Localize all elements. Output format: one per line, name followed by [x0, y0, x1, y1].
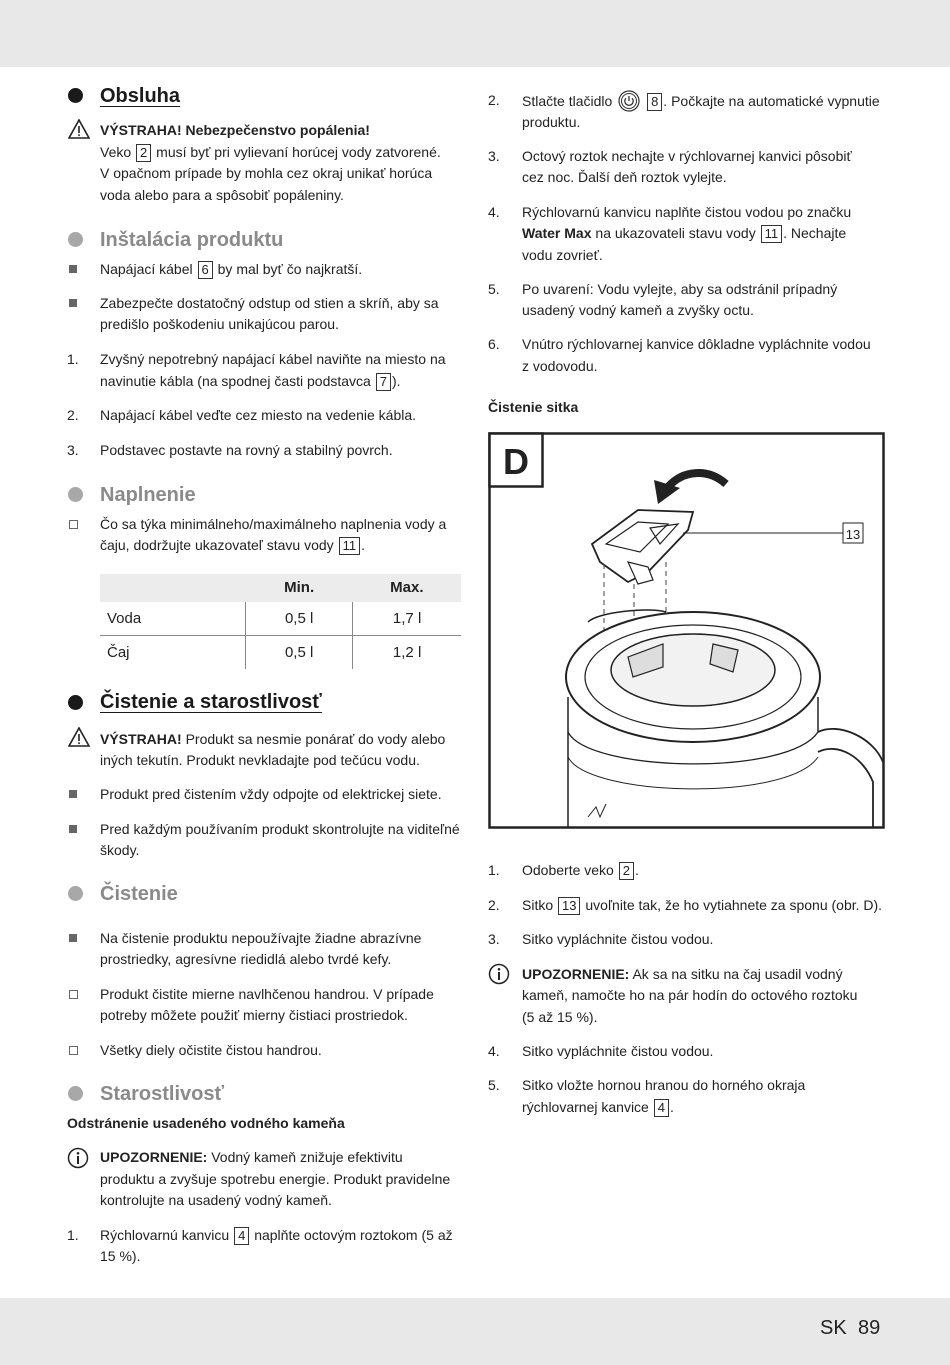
warning-text-line: V opačnom prípade by mohla cez okraj unikať horúca	[100, 165, 433, 181]
step-text: Sitko vypláchnite čistou vodou.	[522, 931, 714, 947]
part-ref: 2	[619, 862, 634, 880]
step-text: Sitko vypláchnite čistou vodou.	[522, 1043, 714, 1059]
callout-label: 13	[845, 527, 861, 542]
list-item-cont: potreby môžete použiť mierny čistiaci prostriedok.	[100, 1007, 408, 1023]
step-text: Rýchlovarnú kanvicu naplňte čistou vodou po značku	[522, 204, 852, 220]
part-ref: 4	[654, 1099, 669, 1117]
page-number: 89	[858, 1317, 881, 1339]
warning-text-line: voda alebo para a spôsobiť popáleniny.	[100, 187, 344, 203]
warning-text-line: VÝSTRAHA! Produkt sa nesmie ponárať do vody alebo	[100, 731, 446, 747]
step-number: 1.	[488, 862, 500, 878]
table-header: Max.	[353, 574, 461, 602]
section-bullet	[68, 487, 83, 502]
warning-text-line: Veko 2 musí byť pri vylievaní horúcej vody zatvorené.	[100, 144, 441, 160]
warning-label: VÝSTRAHA! Nebezpečenstvo popálenia!	[100, 122, 370, 138]
part-ref: 13	[558, 897, 580, 915]
step-text: vodu zovrieť.	[522, 247, 603, 263]
part-ref: 11	[339, 537, 361, 555]
step-text: 15 %).	[100, 1248, 141, 1264]
part-ref: 11	[761, 225, 783, 243]
section-title-obsluha: Obsluha	[100, 85, 181, 107]
bullet-square	[69, 825, 77, 833]
note-text-line: produktu a zvyšuje spotrebu energie. Produkt pravidelne	[100, 1171, 451, 1187]
step-number: 3.	[488, 931, 500, 947]
step-number: 4.	[488, 1043, 500, 1059]
note-text-line: (5 až 15 %).	[522, 1009, 598, 1025]
table-cell: 1,2 l	[392, 643, 422, 661]
part-ref: 2	[136, 144, 151, 162]
step-text: Zvyšný nepotrebný napájací kábel naviňte na miesto na	[100, 351, 446, 367]
step-text: Stlačte tlačidlo 8 . Počkajte na automatické vypnutie	[522, 90, 880, 113]
section-title-cistenie: Čistenie	[100, 883, 178, 905]
warning-icon	[68, 727, 90, 747]
step-number: 1.	[67, 351, 79, 367]
note-text-line: kontrolujte na usadený vodný kameň.	[100, 1192, 332, 1208]
warning-text-line: iných tekutín. Produkt nevkladajte pod tečúcu vodu.	[100, 752, 420, 768]
list-item: Zabezpečte dostatočný odstup od stien a skríň, aby sa	[100, 295, 439, 311]
step-number: 2.	[488, 92, 500, 108]
step-text: Po uvarení: Vodu vylejte, aby sa odstránil prípadný	[522, 281, 838, 297]
step-number: 5.	[488, 281, 500, 297]
bullet-square	[69, 299, 77, 307]
figure-letter: D	[503, 441, 529, 482]
list-item: Na čistenie produktu nepoužívajte žiadne abrazívne	[100, 930, 422, 946]
step-text: Rýchlovarnú kanvicu 4 naplňte octovým roztokom (5 až	[100, 1227, 453, 1243]
top-band	[0, 0, 950, 67]
bullet-square	[69, 790, 77, 798]
section-bullet	[68, 886, 83, 901]
fill-table	[100, 574, 461, 669]
part-ref: 6	[198, 261, 213, 279]
step-number: 4.	[488, 204, 500, 220]
table-header-row	[100, 574, 461, 602]
step-text: Sitko 13 uvoľnite tak, že ho vytiahnete za sponu (obr. D).	[522, 897, 883, 913]
list-item: Všetky diely očistite čistou handrou.	[100, 1042, 322, 1058]
warning-icon	[68, 119, 90, 139]
list-item-cont: škody.	[100, 842, 140, 858]
power-button-icon	[618, 90, 640, 112]
section-title-naplnenie: Naplnenie	[100, 484, 196, 506]
table-cell: Voda	[100, 602, 246, 636]
list-item: Pred každým používaním produkt skontrolujte na viditeľné	[100, 821, 460, 837]
step-number: 2.	[67, 407, 79, 423]
step-number: 5.	[488, 1077, 500, 1093]
table-cell: 0,5 l	[246, 636, 353, 670]
list-item-cont: predišlo poškodeniu unikajúcou parou.	[100, 316, 339, 332]
section-title-starostlivost: Starostlivosť	[100, 1083, 225, 1105]
info-icon	[488, 963, 510, 985]
subheading: Odstránenie usadeného vodného kameňa	[67, 1115, 345, 1131]
info-icon	[67, 1147, 89, 1169]
note-text-line: UPOZORNENIE: Ak sa na sitku na čaj usadil vodný	[522, 966, 843, 982]
figure-d-kettle-filter	[488, 432, 885, 829]
list-item-cont: čaju, dodržujte ukazovateľ stavu vody 11 .	[100, 537, 365, 553]
step-text: Sitko vložte hornou hranou do horného okraja	[522, 1077, 806, 1093]
list-item: Produkt čistite mierne navlhčenou handrou. V prípade	[100, 986, 434, 1002]
step-number: 6.	[488, 336, 500, 352]
step-text: cez noc. Ďalší deň roztok vylejte.	[522, 169, 727, 185]
step-text: Odoberte veko 2 .	[522, 862, 639, 878]
table-cell: Čaj	[100, 636, 246, 670]
table-cell: 1,7 l	[353, 602, 461, 636]
step-text: Water Max na ukazovateli stavu vody 11 . Nechajte	[522, 225, 847, 241]
bullet-open-square	[69, 1046, 78, 1055]
language-code: SK	[820, 1317, 847, 1339]
table-header	[100, 574, 246, 602]
step-text: produktu.	[522, 114, 581, 130]
note-text-line: kameň, namočte ho na pár hodín do octového roztoku	[522, 987, 858, 1003]
list-item: Napájací kábel 6 by mal byť čo najkratší.	[100, 261, 363, 277]
list-item-cont: prostriedky, agresívne riedidlá alebo tvrdé kefy.	[100, 951, 392, 967]
bullet-square	[69, 934, 77, 942]
section-bullet	[68, 695, 83, 710]
step-text: Podstavec postavte na rovný a stabilný povrch.	[100, 442, 393, 458]
list-item: Produkt pred čistením vždy odpojte od elektrickej siete.	[100, 786, 442, 802]
part-ref: 4	[234, 1227, 249, 1245]
page-footer	[0, 1298, 950, 1365]
step-number: 3.	[488, 148, 500, 164]
table-cell: 0,5 l	[246, 602, 353, 636]
section-bullet	[68, 232, 83, 247]
step-text: usadený vodný kameň a zvyšky octu.	[522, 302, 754, 318]
subheading: Čistenie sitka	[488, 399, 579, 415]
table-header: Min.	[246, 574, 353, 602]
step-text: navinutie kábla (na spodnej časti podstavca 7 ).	[100, 373, 401, 389]
section-title-instalacia: Inštalácia produktu	[100, 229, 284, 251]
step-text: rýchlovarnej kanvice 4 .	[522, 1099, 674, 1115]
part-ref: 7	[376, 373, 391, 391]
step-number: 1.	[67, 1227, 79, 1243]
step-number: 2.	[488, 897, 500, 913]
step-text: Octový roztok nechajte v rýchlovarnej kanvici pôsobiť	[522, 148, 852, 164]
note-text-line: UPOZORNENIE: Vodný kameň znižuje efektivitu	[100, 1149, 403, 1165]
section-bullet	[68, 88, 83, 103]
bullet-open-square	[69, 990, 78, 999]
list-item: Čo sa týka minimálneho/maximálneho naplnenia vody a	[100, 516, 447, 532]
table-row	[100, 602, 461, 636]
step-text: z vodovodu.	[522, 358, 598, 374]
bullet-square	[69, 265, 77, 273]
section-bullet	[68, 1086, 83, 1101]
bullet-open-square	[69, 520, 78, 529]
section-title-cistenie-starostlivost: Čistenie a starostlivosť	[100, 691, 322, 713]
step-text: Napájací kábel veďte cez miesto na vedenie kábla.	[100, 407, 417, 423]
part-ref: 8	[647, 93, 662, 111]
table-row	[100, 636, 461, 670]
step-text: Vnútro rýchlovarnej kanvice dôkladne vypláchnite vodou	[522, 336, 871, 352]
step-number: 3.	[67, 442, 79, 458]
